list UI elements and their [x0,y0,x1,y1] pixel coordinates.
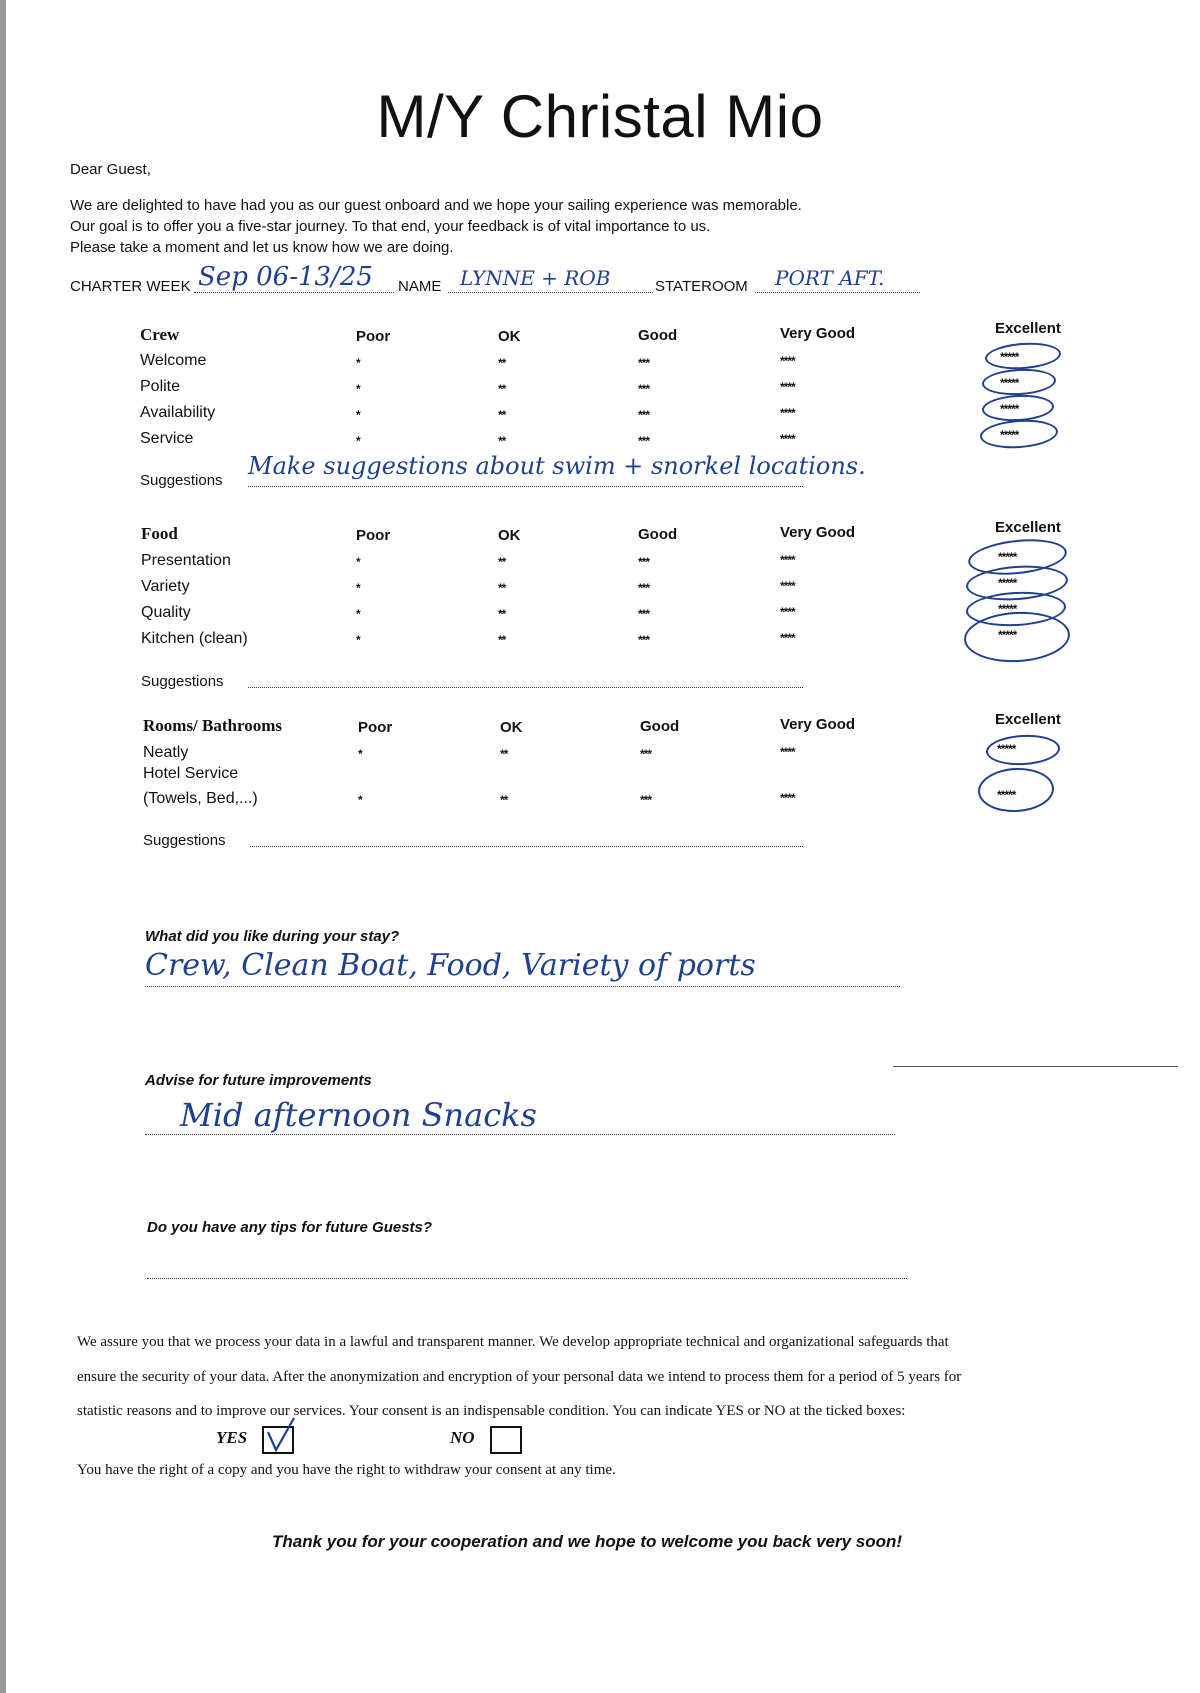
rating-good[interactable]: *** [638,555,650,569]
question-improvements-line [145,1134,895,1135]
page-edge-shadow [0,0,6,1693]
name-label: NAME [398,278,442,295]
privacy-line-1: We assure you that we process your data in a lawful and transparent manner. We develop appropriate technical and organizational safeguards that [77,1334,949,1350]
stateroom-line [755,292,920,293]
rating-excellent[interactable]: ***** [998,602,1017,616]
rating-very-good[interactable]: **** [780,406,795,420]
row-label-quality: Quality [141,604,191,621]
rating-ok[interactable]: ** [498,434,506,448]
privacy-line-2: ensure the security of your data. After the anonymization and encryption of your personal data we intend to process them for a period of 5 years for [77,1369,962,1385]
row-label-kitchen: Kitchen (clean) [141,630,248,647]
rating-ok[interactable]: ** [498,382,506,396]
rating-ok[interactable]: ** [498,356,506,370]
col-poor: Poor [358,719,393,736]
rating-poor[interactable]: * [356,607,360,621]
col-very-good: Very Good [780,716,856,733]
col-very-good: Very Good [780,524,856,541]
row-label-towels: (Towels, Bed,...) [143,790,258,807]
rating-very-good[interactable]: **** [780,354,795,368]
charter-week-field[interactable]: Sep 06-13/25 [198,262,373,292]
check-mark-icon [264,1420,292,1444]
row-label-variety: Variety [141,578,190,595]
rating-excellent[interactable]: ***** [998,550,1017,564]
rating-poor[interactable]: * [356,382,360,396]
stray-pen-line [893,1066,1178,1067]
rating-ok[interactable]: ** [498,555,506,569]
suggestions-line [248,687,803,688]
rating-good[interactable]: *** [638,434,650,448]
rating-very-good[interactable]: **** [780,553,795,567]
rating-good[interactable]: *** [638,356,650,370]
row-label-service: Service [140,430,194,447]
rating-good[interactable]: *** [638,581,650,595]
row-label-welcome: Welcome [140,352,207,369]
question-liked-line [145,986,900,987]
col-good: Good [638,327,678,344]
yes-label: YES [216,1428,248,1447]
rating-excellent[interactable]: ***** [1000,350,1019,364]
rating-poor[interactable]: * [356,555,360,569]
rating-ok[interactable]: ** [498,633,506,647]
question-tips-label: Do you have any tips for future Guests? [147,1219,433,1236]
stateroom-field[interactable]: PORT AFT. [775,266,885,290]
selection-circle [981,367,1056,397]
suggestions-label: Suggestions [141,673,224,690]
rating-very-good[interactable]: **** [780,631,795,645]
suggestions-line [250,846,803,847]
rating-excellent[interactable]: ***** [1000,402,1019,416]
intro-line-3: Please take a moment and let us know how we are doing. [70,239,454,256]
rating-good[interactable]: *** [638,607,650,621]
selection-circle [977,766,1055,814]
col-excellent: Excellent [995,519,1061,536]
question-improvements-answer[interactable]: Mid afternoon Snacks [180,1096,537,1134]
row-label-presentation: Presentation [141,552,231,569]
rating-excellent[interactable]: ***** [998,576,1017,590]
rating-excellent[interactable]: ***** [1000,428,1019,442]
selection-circle [981,393,1054,423]
rating-excellent[interactable]: ***** [997,742,1016,756]
selection-circle [979,417,1059,450]
rating-poor[interactable]: * [358,747,362,761]
col-very-good: Very Good [780,325,856,342]
rating-very-good[interactable]: **** [780,791,795,805]
rating-good[interactable]: *** [638,382,650,396]
stateroom-label: STATEROOM [655,278,748,295]
rating-very-good[interactable]: **** [780,579,795,593]
question-improvements-label: Advise for future improvements [145,1072,372,1089]
page-title: M/Y Christal Mio [376,83,824,150]
charter-week-label: CHARTER WEEK [70,278,191,295]
rating-poor[interactable]: * [356,408,360,422]
privacy-line-3: statistic reasons and to improve our services. Your consent is an indispensable condition. You can indicate YES or NO at the ticked boxes: [77,1403,906,1419]
question-liked-answer[interactable]: Crew, Clean Boat, Food, Variety of ports [145,948,756,983]
row-label-hotel-service: Hotel Service [143,765,239,782]
rating-very-good[interactable]: **** [780,605,795,619]
col-excellent: Excellent [995,711,1061,728]
col-excellent: Excellent [995,320,1061,337]
yes-checkbox[interactable] [262,1426,294,1454]
col-poor: Poor [356,527,391,544]
rating-good[interactable]: *** [638,633,650,647]
no-checkbox[interactable] [490,1426,522,1454]
question-liked-label: What did you like during your stay? [145,928,400,945]
col-ok: OK [498,328,521,345]
rating-very-good[interactable]: **** [780,380,795,394]
section-title-rooms: Rooms/ Bathrooms [143,716,282,735]
name-field[interactable]: LYNNE + ROB [460,266,611,290]
col-good: Good [638,526,678,543]
rating-ok[interactable]: ** [500,747,508,761]
selection-circle [984,340,1062,371]
rating-good[interactable]: *** [640,747,652,761]
intro-line-2: Our goal is to offer you a five-star journey. To that end, your feedback is of vital importance to us. [70,218,711,235]
rating-very-good[interactable]: **** [780,745,795,759]
rating-excellent[interactable]: ***** [997,788,1016,802]
suggestions-label: Suggestions [140,472,223,489]
greeting: Dear Guest, [70,161,151,178]
suggestions-line [248,486,803,487]
name-line [448,292,653,293]
rating-excellent[interactable]: ***** [1000,376,1019,390]
section-title-crew: Crew [140,325,180,344]
section-title-food: Food [141,524,178,543]
row-label-neatly: Neatly [143,744,189,761]
suggestions-label: Suggestions [143,832,226,849]
row-label-availability: Availability [140,404,216,421]
charter-week-line [194,292,394,293]
rating-ok[interactable]: ** [498,408,506,422]
rating-poor[interactable]: * [356,434,360,448]
rating-poor[interactable]: * [358,793,362,807]
rating-ok[interactable]: ** [498,581,506,595]
rating-good[interactable]: *** [640,793,652,807]
col-poor: Poor [356,328,391,345]
no-label: NO [450,1428,475,1447]
rating-poor[interactable]: * [356,581,360,595]
rating-ok[interactable]: ** [500,793,508,807]
privacy-rights: You have the right of a copy and you have the right to withdraw your consent at any time. [77,1462,616,1478]
row-label-polite: Polite [140,378,181,395]
col-good: Good [640,718,680,735]
question-tips-line [147,1278,907,1279]
rating-poor[interactable]: * [356,633,360,647]
rating-ok[interactable]: ** [498,607,506,621]
rating-poor[interactable]: * [356,356,360,370]
suggestions-field[interactable]: Make suggestions about swim + snorkel locations. [248,452,866,480]
col-ok: OK [500,719,523,736]
col-ok: OK [498,527,521,544]
intro-line-1: We are delighted to have had you as our guest onboard and we hope your sailing experience was memorable. [70,197,802,214]
rating-good[interactable]: *** [638,408,650,422]
closing-message: Thank you for your cooperation and we hope to welcome you back very soon! [272,1532,903,1551]
selection-circle [985,733,1060,767]
rating-very-good[interactable]: **** [780,432,795,446]
rating-excellent[interactable]: ***** [998,628,1017,642]
